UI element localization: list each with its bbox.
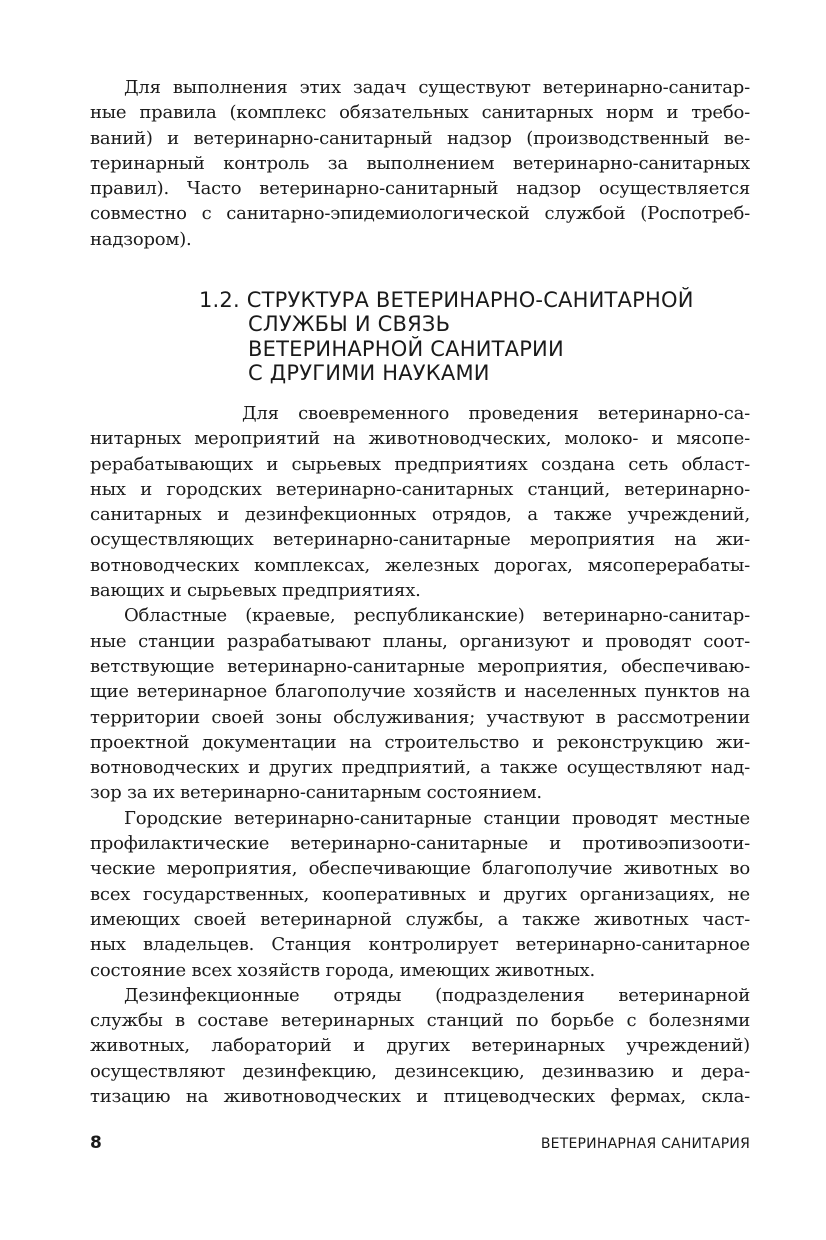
text-line: надзором). xyxy=(90,228,192,250)
text-line: зор за их ветеринарно-санитарным состоянием. xyxy=(90,782,542,804)
text-line: ные станции разрабатывают планы, организуют и проводят соот- xyxy=(90,630,750,652)
text-line: службы в составе ветеринарных станций по борьбе с болезнями xyxy=(90,1010,750,1032)
heading-line: СЛУЖБЫ И СВЯЗЬ xyxy=(248,312,451,337)
text-line: теринарный контроль за выполнением ветеринарно-санитарных xyxy=(90,152,750,174)
running-title: ВЕТЕРИНАРНАЯ САНИТАРИЯ xyxy=(540,1136,750,1152)
page-footer xyxy=(90,1133,750,1159)
paragraph xyxy=(90,983,750,1109)
intro-paragraph xyxy=(90,75,750,252)
text-line: осуществляют дезинфекцию, дезинсекцию, дезинвазию и дера- xyxy=(90,1060,750,1082)
text-line: осуществляющих ветеринарно-санитарные мероприятия на жи- xyxy=(90,529,750,551)
text-line: ваний) и ветеринарно-санитарный надзор (производственный ве- xyxy=(90,127,750,149)
text-line: рерабатывающих и сырьевых предприятиях создана сеть област- xyxy=(90,453,750,475)
text-line: ческие мероприятия, обеспечивающие благополучие животных во xyxy=(90,858,750,880)
heading-line: С ДРУГИМИ НАУКАМИ xyxy=(248,360,490,385)
text-line: животных, лабораторий и других ветеринарных учреждений) xyxy=(90,1035,750,1057)
text-line: Областные (краевые, республиканские) ветеринарно-санитар- xyxy=(124,605,750,627)
text-line: имеющих своей ветеринарной службы, а также животных част- xyxy=(90,908,750,930)
paragraph xyxy=(90,401,750,603)
text-line: Для выполнения этих задач существуют ветеринарно-санитар- xyxy=(124,77,750,98)
text-line: Дезинфекционные отряды (подразделения ветеринарной xyxy=(124,984,750,1006)
text-line: вотноводческих и других предприятий, а также осуществляют над- xyxy=(90,757,750,779)
text-line: состояние всех хозяйств города, имеющих животных. xyxy=(90,959,596,981)
text-line: проектной документации на строительство и реконструкцию жи- xyxy=(90,731,750,753)
text-line: территории своей зоны обслуживания; участвуют в рассмотрении xyxy=(90,706,750,728)
text-line: нитарных мероприятий на животноводческих, молоко- и мясопе- xyxy=(90,428,750,450)
heading-line: 1.2. СТРУКТУРА ВЕТЕРИНАРНО-САНИТАРНОЙ xyxy=(199,288,694,312)
section-body xyxy=(90,401,750,1109)
text-line: вающих и сырьевых предприятиях. xyxy=(90,580,421,602)
text-line: всех государственных, кооперативных и других организациях, не xyxy=(90,883,750,905)
text-line: тизацию на животноводческих и птицеводческих фермах, скла- xyxy=(90,1086,750,1108)
text-line: ных и городских ветеринарно-санитарных станций, ветеринарно- xyxy=(90,478,750,500)
text-line: профилактические ветеринарно-санитарные и противоэпизооти- xyxy=(90,833,750,855)
text-line: щие ветеринарное благополучие хозяйств и населенных пунктов на xyxy=(90,681,750,703)
text-line: вотноводческих комплексах, железных дорогах, мясоперерабаты- xyxy=(90,554,750,576)
section-heading xyxy=(199,288,719,385)
paragraph xyxy=(90,603,750,805)
page-number: 8 xyxy=(90,1133,102,1153)
text-line: Для своевременного проведения ветеринарно-са- xyxy=(242,403,750,424)
text-line: санитарных и дезинфекционных отрядов, а также учреждений, xyxy=(90,504,750,526)
text-line: ные правила (комплекс обязательных санитарных норм и требо- xyxy=(90,102,750,124)
text-line: правил). Часто ветеринарно-санитарный надзор осуществляется xyxy=(90,178,750,200)
paragraph xyxy=(90,806,750,983)
text-line: Городские ветеринарно-санитарные станции проводят местные xyxy=(124,807,750,829)
heading-line: ВЕТЕРИНАРНОЙ САНИТАРИИ xyxy=(248,336,564,361)
text-line: ветствующие ветеринарно-санитарные мероприятия, обеспечиваю- xyxy=(90,655,750,677)
text-line: совместно с санитарно-эпидемиологической службой (Роспотреб- xyxy=(90,203,750,225)
text-line: ных владельцев. Станция контролирует ветеринарно-санитарное xyxy=(90,934,750,956)
